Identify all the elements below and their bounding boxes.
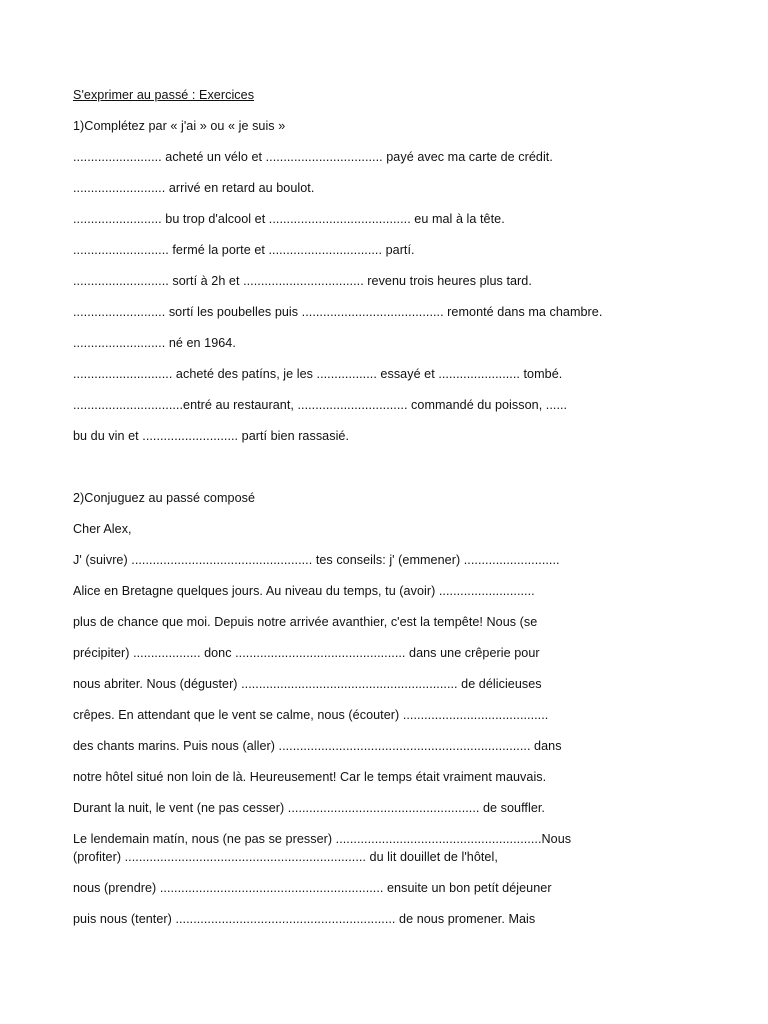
- exercise-2-heading: 2)Conjuguez au passé composé: [73, 491, 256, 505]
- exercise-1-line: bu du vin et ........................... partí bien rassasié.: [73, 429, 350, 443]
- exercise-2-line: précipiter) ................... donc ................................................ dans une crêperie pour: [73, 646, 540, 660]
- exercise-2-line: notre hôtel situé non loin de là. Heureusement! Car le temps était vraiment mauvais.: [73, 770, 547, 784]
- exercise-2-line: nous abriter. Nous (déguster) ............................................................. de délicieuses: [73, 677, 542, 691]
- exercise-2-line: nous (prendre) ............................................................... ensuite un bon petít déjeuner: [73, 881, 552, 895]
- exercise-2-line: crêpes. En attendant que le vent se calme, nous (écouter) .........................................: [73, 708, 549, 722]
- exercise-2-line: Le lendemain matín, nous (ne pas se presser) ..........................................................Nous: [73, 832, 572, 846]
- exercise-1-line: .......................... né en 1964.: [73, 336, 236, 350]
- exercise-1-line: .......................... sortí les poubelles puis ........................................ remonté dans ma chambre.: [73, 305, 603, 319]
- exercise-2-line: Durant la nuit, le vent (ne pas cesser) ...................................................... de souffler.: [73, 801, 545, 815]
- exercise-1-line: ...............................entré au restaurant, ............................... commandé du poisson, ......: [73, 398, 568, 412]
- exercise-1-heading: 1)Complétez par « j'ai » ou « je suis »: [73, 119, 286, 133]
- document-title: S'exprimer au passé : Exercices: [73, 88, 255, 102]
- exercise-1-line: ........................... fermé la porte et ................................ partí.: [73, 243, 415, 257]
- exercise-2-line: plus de chance que moi. Depuis notre arrivée avanthier, c'est la tempête! Nous (se: [73, 615, 538, 629]
- exercise-2-line: J' (suivre) ................................................... tes conseils: j' (emmener) ...........................: [73, 553, 560, 567]
- exercise-1-line: ............................ acheté des patíns, je les ................. essayé et ....................... tombé.: [73, 367, 563, 381]
- exercise-1-line: ......................... acheté un vélo et ................................. payé avec ma carte de crédit.: [73, 150, 553, 164]
- exercise-2-line: (profiter) .................................................................... du lit douillet de l'hôtel,: [73, 850, 498, 864]
- exercise-2-line: des chants marins. Puis nous (aller) ....................................................................... dans: [73, 739, 562, 753]
- exercise-2-line: puis nous (tenter) .............................................................. de nous promener. Mais: [73, 912, 536, 926]
- exercise-1-line: ......................... bu trop d'alcool et ........................................ eu mal à la tête.: [73, 212, 505, 226]
- exercise-1-line: ........................... sortí à 2h et .................................. revenu trois heures plus tard.: [73, 274, 532, 288]
- letter-salutation: Cher Alex,: [73, 522, 132, 536]
- exercise-2-line: Alice en Bretagne quelques jours. Au niveau du temps, tu (avoir) ...........................: [73, 584, 535, 598]
- exercise-1-line: .......................... arrivé en retard au boulot.: [73, 181, 315, 195]
